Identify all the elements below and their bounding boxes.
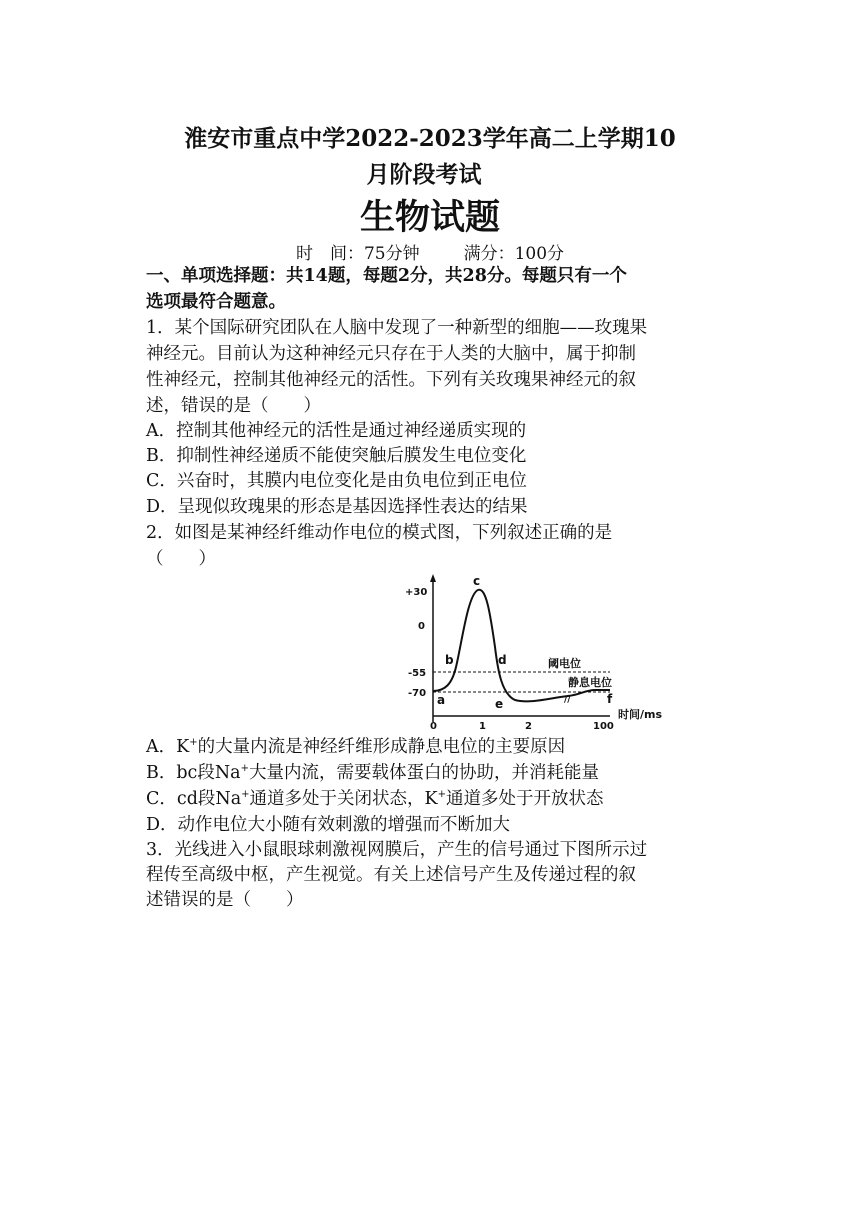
q3-stem-line2: 程传至高级中枢，产生视觉。有关上述信号产生及传递过程的叙 (146, 865, 636, 885)
q1-option-b: B．抑制性神经递质不能使突触后膜发生电位变化 (146, 446, 527, 466)
point-label-e: e (495, 697, 504, 711)
q2-stem-line2: （ ） (146, 549, 216, 569)
y-tick-plus30: +30 (405, 587, 428, 598)
x-tick-1: 1 (479, 721, 486, 732)
q2-option-a: A．K+的大量内流是神经纤维形成静息电位的主要原因 (146, 737, 566, 757)
threshold-label: 阈电位 (548, 657, 581, 670)
exam-meta (0, 239, 860, 264)
q3-stem-line1: 3．光线进入小鼠眼球刺激视网膜后，产生的信号通过下图所示过 (146, 840, 648, 860)
y-tick-0: 0 (418, 621, 425, 632)
x-axis-label: 时间/ms (618, 708, 663, 721)
section1-heading-line2: 选项最符合题意。 (146, 292, 286, 312)
q1-stem-line2: 神经元。目前认为这种神经元只存在于人类的大脑中，属于抑制 (146, 344, 636, 364)
q1-option-c: C．兴奋时，其膜内电位变化是由负电位到正电位 (146, 471, 527, 491)
y-axis-arrow-icon (430, 574, 436, 582)
resting-label: 静息电位 (568, 676, 612, 689)
action-potential-figure (400, 572, 670, 732)
q1-option-d: D．呈现似玫瑰果的形态是基因选择性表达的结果 (146, 497, 528, 517)
q1-stem-line4: 述，错误的是（ ） (146, 396, 321, 416)
q1-stem-line3: 性神经元，控制其他神经元的活性。下列有关玫瑰果神经元的叙 (146, 370, 636, 390)
x-tick-0: 0 (430, 721, 437, 732)
y-tick-minus55: -55 (408, 668, 427, 679)
q3-stem-line3: 述错误的是（ ） (146, 890, 304, 910)
section1-heading-line1: 一、单项选择题：共14题，每题2分，共28分。每题只有一个 (146, 266, 627, 286)
point-label-a: a (437, 693, 446, 707)
q2-option-c: C．cd段Na+通道多处于关闭状态，K+通道多处于开放状态 (146, 789, 604, 809)
q1-option-a: A．控制其他神经元的活性是通过神经递质实现的 (146, 421, 527, 441)
q1-stem-line1: 1．某个国际研究团队在人脑中发现了一种新型的细胞——玫瑰果 (146, 318, 648, 338)
y-tick-minus70: -70 (408, 688, 427, 699)
point-label-c: c (473, 574, 481, 588)
q2-option-b: B．bc段Na+大量内流，需要载体蛋白的协助，并消耗能量 (146, 763, 599, 783)
q2-option-d: D．动作电位大小随有效刺激的增强而不断加大 (146, 815, 511, 835)
point-label-f: f (607, 692, 613, 706)
q2-stem-line1: 2．如图是某神经纤维动作电位的模式图，下列叙述正确的是 (146, 523, 613, 543)
exam-title-line2: 月阶段考试 (366, 161, 482, 188)
exam-title-line1: 淮安市重点中学2022-2023学年高二上学期10 (184, 125, 676, 152)
point-label-d: d (498, 653, 507, 667)
axis-break-mark: // (564, 695, 571, 705)
x-tick-100: 100 (593, 721, 614, 732)
point-label-b: b (445, 653, 454, 667)
subject-title: 生物试题 (359, 197, 500, 238)
x-tick-2: 2 (525, 721, 532, 732)
time-label: 时 间：75分钟 (295, 244, 420, 264)
score-label: 满分：100分 (463, 244, 565, 264)
